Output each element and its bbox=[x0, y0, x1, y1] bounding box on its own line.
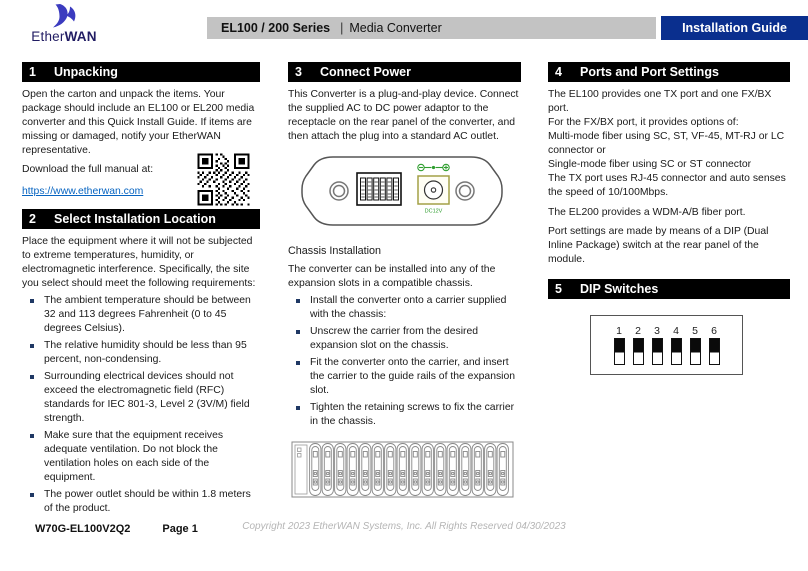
dip-switch-icon bbox=[686, 338, 705, 365]
bullet-text: The relative humidity should be less than 95 percent, non-condensing. bbox=[44, 340, 247, 365]
section-5-title: DIP Switches bbox=[580, 282, 659, 296]
port-settings-paragraph: Port settings are made by means of a DIP (Dual Inline Package) switch at the rear panel of the module. bbox=[548, 226, 769, 265]
bullet-item bbox=[22, 339, 260, 367]
section-1-number: 1 bbox=[29, 65, 36, 79]
bullet-text: Fit the converter onto the carrier, and insert the carrier to the guide rails of the expansion slot. bbox=[310, 357, 516, 396]
brand-prefix: Ether bbox=[31, 29, 65, 44]
ports-line: The EL100 provides one TX port and one FX/BX port. bbox=[548, 89, 772, 114]
dip-switch-icon bbox=[705, 338, 724, 365]
ports-line: The TX port uses RJ-45 connector and auto senses the speed of 10/100Mbps. bbox=[548, 173, 786, 198]
bullet-item bbox=[288, 325, 521, 353]
section-2-header bbox=[22, 209, 260, 229]
brand-suffix: WAN bbox=[64, 29, 97, 44]
section-5-number: 5 bbox=[555, 282, 562, 296]
bullet-text: Unscrew the carrier from the desired expansion slot on the chassis. bbox=[310, 326, 479, 351]
column-connect-power bbox=[288, 62, 521, 506]
installation-guide-badge: Installation Guide bbox=[661, 16, 808, 40]
brand-text bbox=[22, 31, 106, 43]
footer-left bbox=[35, 523, 198, 535]
location-bullet-list bbox=[22, 294, 260, 516]
bullet-marker bbox=[296, 406, 300, 410]
section-3-number: 3 bbox=[295, 65, 302, 79]
bullet-item bbox=[22, 370, 260, 426]
el200-paragraph: The EL200 provides a WDM-A/B fiber port. bbox=[548, 207, 746, 218]
bullet-item bbox=[288, 294, 521, 322]
subtitle-label: Media Converter bbox=[349, 21, 442, 35]
bullet-text: Surrounding electrical devices should not exceed the electromagnetic field (RFC) standards for IEC 801-3, Level 2 (3V/M) field strength. bbox=[44, 371, 250, 424]
bullet-marker bbox=[30, 434, 34, 438]
section-5-header bbox=[548, 279, 790, 299]
manual-download-row bbox=[22, 163, 260, 209]
section-4-number: 4 bbox=[555, 65, 562, 79]
bullet-text: The power outlet should be within 1.8 meters of the product. bbox=[44, 489, 251, 514]
section-1-header bbox=[22, 62, 260, 82]
bullet-item bbox=[22, 488, 260, 516]
bullet-item bbox=[22, 294, 260, 336]
rear-panel-diagram bbox=[296, 152, 521, 235]
divider: | bbox=[340, 21, 344, 35]
bullet-text: Install the converter onto a carrier supplied with the chassis: bbox=[310, 295, 507, 320]
bullet-marker bbox=[30, 493, 34, 497]
dc-jack-icon bbox=[418, 176, 449, 204]
bullet-marker bbox=[30, 299, 34, 303]
location-paragraph: Place the equipment where it will not be subjected to extreme temperatures, humidity, or electromagnetic interference. Specifically, the site you select should meet the following requirements: bbox=[22, 236, 256, 289]
dip-switch-diagram bbox=[590, 315, 743, 375]
ports-line: Multi-mode fiber using SC, ST, VF-45, MT-RJ or LC connector or bbox=[548, 131, 785, 156]
footer-page-number: Page 1 bbox=[162, 523, 198, 535]
etherwan-logo bbox=[22, 3, 106, 43]
ports-description bbox=[548, 88, 790, 200]
dip-number: 3 bbox=[654, 325, 660, 337]
dip-number: 1 bbox=[616, 325, 622, 337]
chassis-bullet-list bbox=[288, 294, 521, 429]
bullet-marker bbox=[30, 344, 34, 348]
bullet-text: The ambient temperature should be between 32 and 113 degrees Fahrenheit (0 to 45 degrees Celsius). bbox=[44, 295, 251, 334]
dip-switch-icon bbox=[648, 338, 667, 365]
bullet-marker bbox=[296, 299, 300, 303]
dip-switch-icon bbox=[667, 338, 686, 365]
chassis-diagram bbox=[290, 439, 521, 506]
dc-voltage-label: DC12V bbox=[424, 208, 443, 215]
dip-switch-icon bbox=[610, 338, 629, 365]
section-4-header bbox=[548, 62, 790, 82]
bullet-text: Make sure that the equipment receives adequate ventilation. Do not block the ventilation holes on each side of the equipment. bbox=[44, 430, 224, 483]
dip-switch-icon bbox=[629, 338, 648, 365]
connect-power-paragraph: This Converter is a plug-and-play device. Connect the supplied AC to DC power adaptor to the receptacle on the rear panel of the converter, and then attach the plug into a standard AC outlet. bbox=[288, 89, 519, 142]
section-2-title: Select Installation Location bbox=[54, 212, 216, 226]
qr-code bbox=[195, 151, 252, 208]
dip-switch-block-icon bbox=[357, 173, 401, 205]
footer-doc-code: W70G-EL100V2Q2 bbox=[35, 523, 131, 535]
bullet-marker bbox=[296, 330, 300, 334]
series-label: EL100 / 200 Series bbox=[221, 21, 331, 35]
product-title-bar bbox=[207, 17, 656, 39]
dip-switch-numbers bbox=[610, 325, 724, 337]
section-3-header bbox=[288, 62, 521, 82]
rear-panel-outline bbox=[302, 157, 502, 225]
footer-copyright: Copyright 2023 EtherWAN Systems, Inc. All Rights Reserved 04/30/2023 bbox=[242, 521, 566, 532]
chassis-subheading: Chassis Installation bbox=[288, 245, 382, 257]
bullet-text: Tighten the retaining screws to fix the carrier in the chassis. bbox=[310, 402, 515, 427]
chassis-paragraph: The converter can be installed into any of the expansion slots in a compatible chassis. bbox=[288, 264, 496, 289]
bullet-item bbox=[22, 429, 260, 485]
unpacking-paragraph: Open the carton and unpack the items. Your package should include an EL100 or EL200 media converter and this Quick Install Guide. If items are missing or damaged, notify your EtherWAN representative. bbox=[22, 89, 255, 156]
etherwan-swoosh-icon bbox=[43, 3, 85, 31]
ports-line: For the FX/BX port, it provides options of: bbox=[548, 117, 739, 128]
ports-line: Single-mode fiber using SC or ST connector bbox=[548, 159, 752, 170]
dip-number: 5 bbox=[692, 325, 698, 337]
bullet-item bbox=[288, 401, 521, 429]
section-3-title: Connect Power bbox=[320, 65, 411, 79]
dip-number: 2 bbox=[635, 325, 641, 337]
section-2-number: 2 bbox=[29, 212, 36, 226]
dip-number: 6 bbox=[711, 325, 717, 337]
section-1-title: Unpacking bbox=[54, 65, 118, 79]
column-ports bbox=[548, 62, 790, 375]
manual-download-label: Download the full manual at: bbox=[22, 164, 154, 175]
bullet-item bbox=[288, 356, 521, 398]
section-4-title: Ports and Port Settings bbox=[580, 65, 719, 79]
dip-switch-row bbox=[610, 338, 724, 365]
column-unpacking bbox=[22, 62, 260, 516]
dip-number: 4 bbox=[673, 325, 679, 337]
bullet-marker bbox=[296, 361, 300, 365]
manual-link[interactable]: https://www.etherwan.com bbox=[22, 186, 144, 197]
bullet-marker bbox=[30, 375, 34, 379]
